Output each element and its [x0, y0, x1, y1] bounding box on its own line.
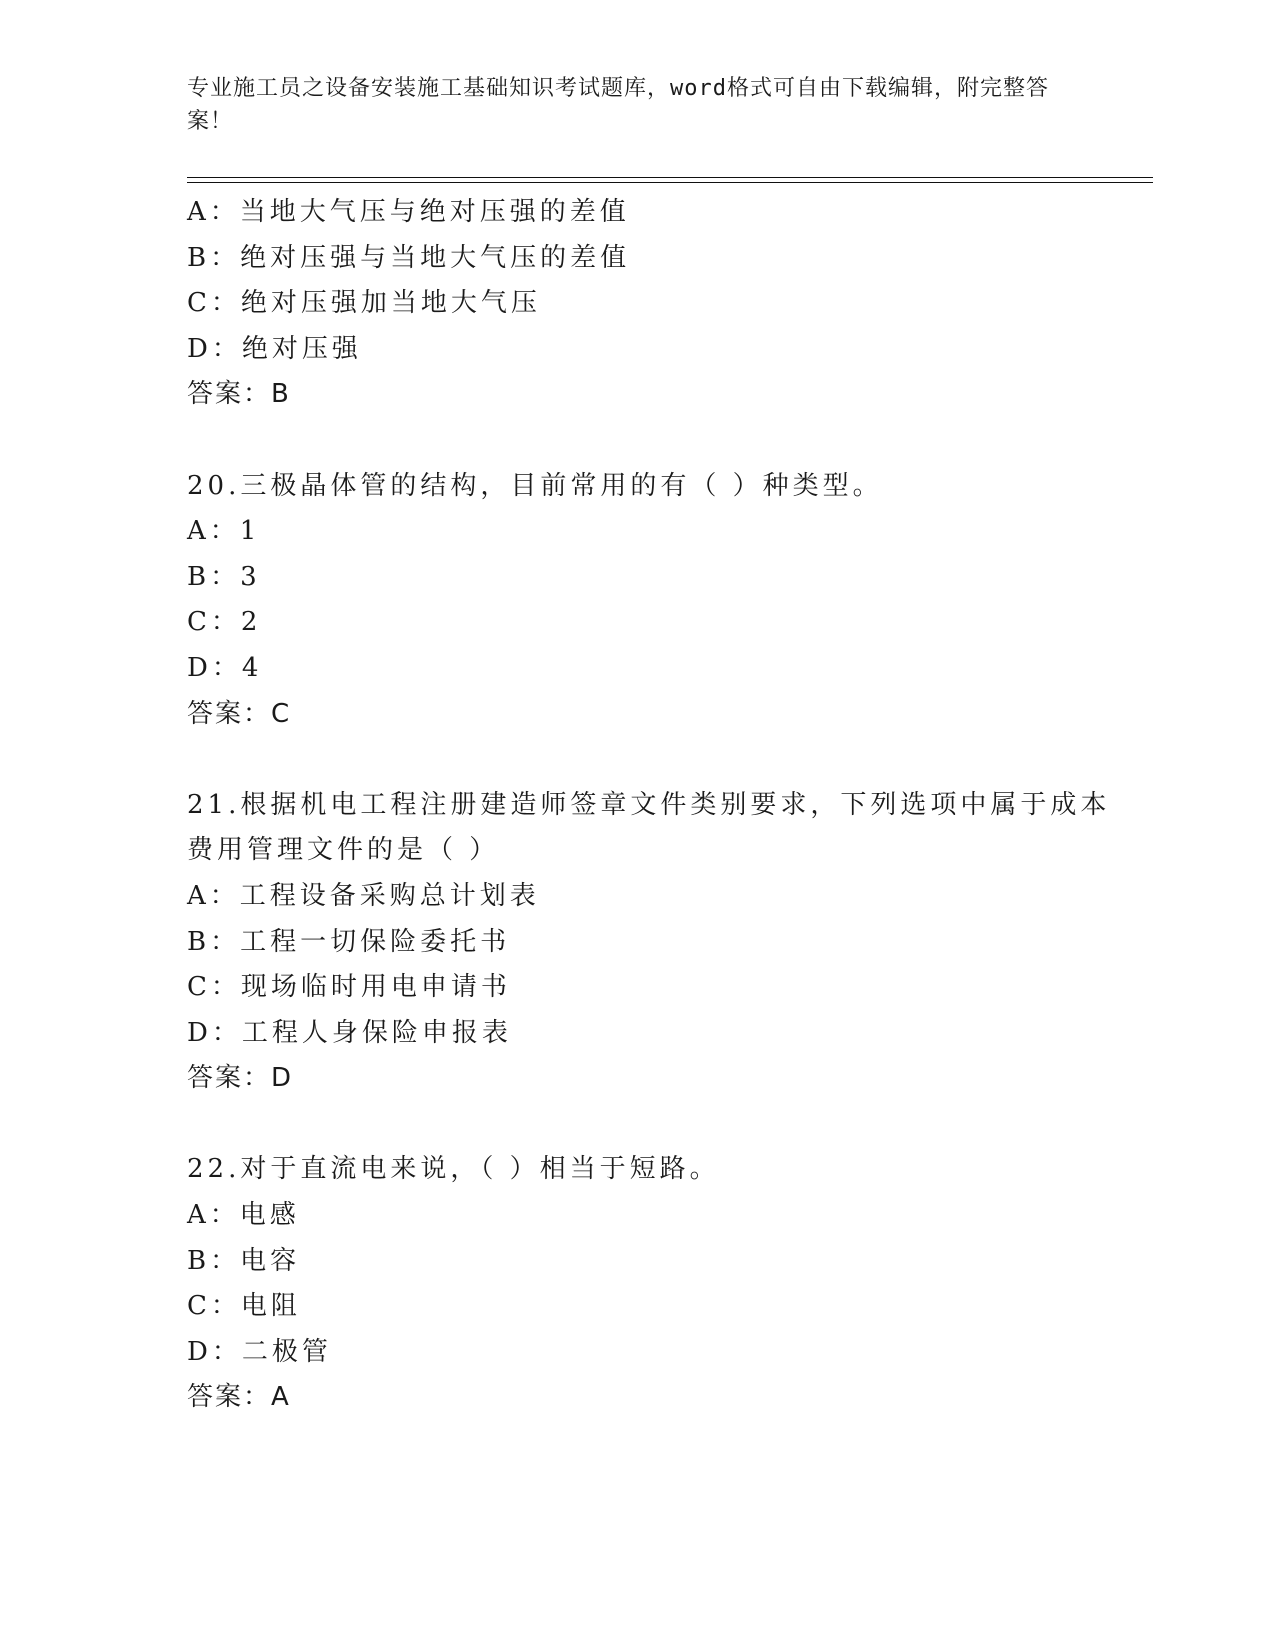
spacer: [187, 418, 1087, 464]
option-d: D：绝对压强: [187, 333, 362, 364]
document-header: [187, 72, 1087, 138]
option-c: C：绝对压强加当地大气压: [187, 288, 541, 319]
spacer: [187, 1102, 1087, 1148]
option-d: D：工程人身保险申报表: [187, 1017, 512, 1048]
option-a: A：当地大气压与绝对压强的差值: [187, 197, 630, 227]
question-22: [187, 1147, 1087, 1421]
option-b: B：工程一切保险委托书: [187, 926, 511, 957]
question-21: [187, 783, 1111, 1102]
option-a: A：工程设备采购总计划表: [187, 880, 540, 911]
question-stem: 20.三极晶体管的结构，目前常用的有（ ）种类型。: [187, 470, 883, 501]
header-text: 专业施工员之设备安装施工基础知识考试题库，word格式可自由下载编辑，附完整答案！: [187, 76, 1049, 134]
question-19-continuation: [187, 190, 1087, 418]
option-a: A：1: [187, 516, 261, 547]
option-a: A：电感: [187, 1200, 300, 1231]
option-d: D：二极管: [187, 1336, 332, 1367]
header-divider-top: [187, 177, 1153, 178]
answer-line: 答案：B: [187, 379, 291, 410]
question-list: [187, 190, 1111, 1421]
answer-line: 答案：C: [187, 698, 292, 729]
option-b: B：绝对压强与当地大气压的差值: [187, 242, 631, 273]
option-b: B：3: [187, 561, 261, 592]
question-stem-line-1: 21.根据机电工程注册建造师签章文件类别要求，下列选项中属于成本: [187, 789, 1111, 820]
question-stem-line-2: 费用管理文件的是（ ）: [187, 835, 500, 866]
header-divider-bottom: [187, 182, 1153, 183]
option-d: D：4: [187, 652, 263, 683]
question-20: [187, 464, 1087, 738]
answer-line: 答案：D: [187, 1063, 294, 1094]
option-c: C：现场临时用电申请书: [187, 972, 511, 1003]
option-b: B：电容: [187, 1245, 301, 1276]
option-c: C：电阻: [187, 1291, 301, 1322]
spacer: [187, 737, 1087, 783]
question-stem: 22.对于直流电来说，（ ）相当于短路。: [187, 1154, 720, 1185]
answer-line: 答案：A: [187, 1382, 291, 1413]
option-c: C：2: [187, 607, 262, 638]
